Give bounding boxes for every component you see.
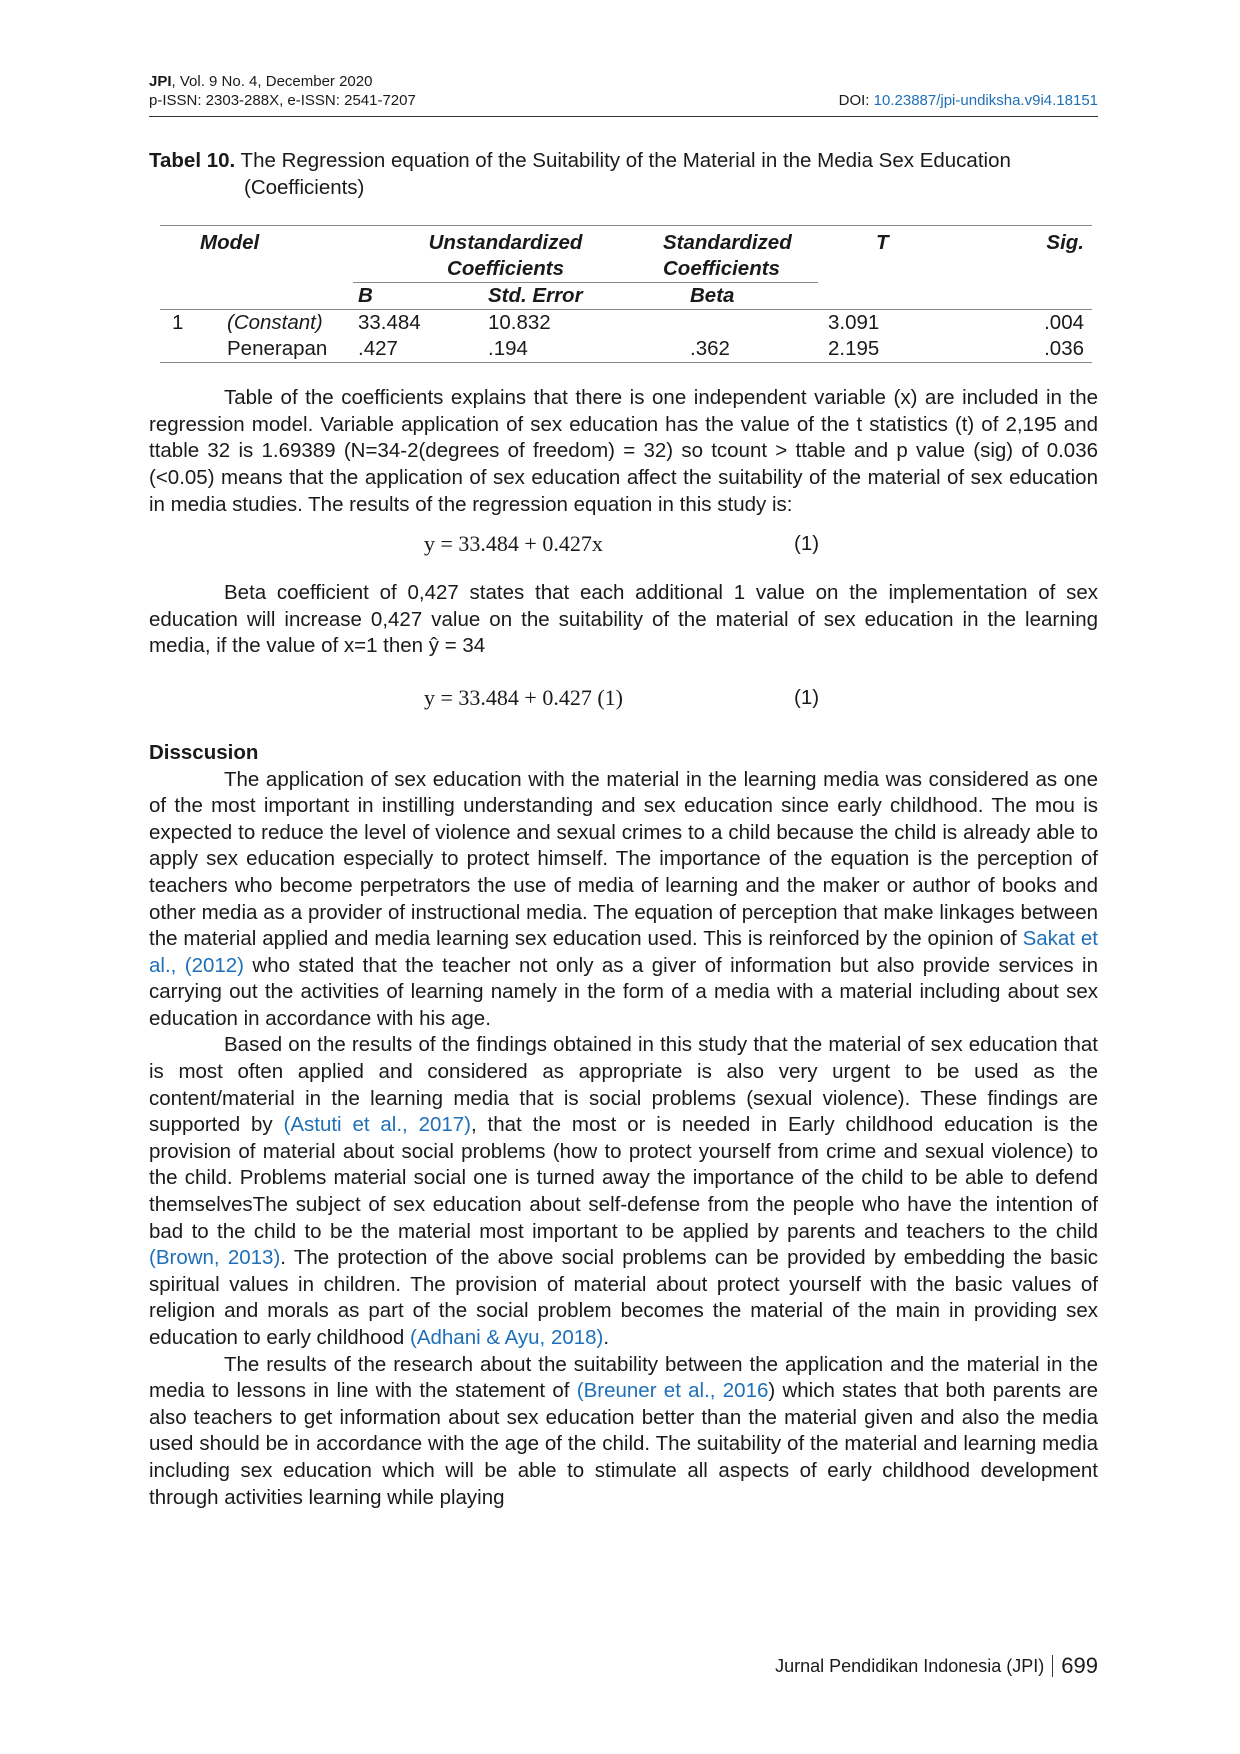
citation-link[interactable]: (Astuti et al., 2017)	[283, 1113, 472, 1137]
cell-b: .427	[353, 336, 488, 363]
paragraph-discussion-2: Based on the results of the findings obtained in this study that the material of sex education that is most often applied and considered as appropriate is also very urgent to be used as the content/material in the learning media that is social problems (sexual violence). These findings are supported by (Astuti et al., 2017), that the most or is needed in Early childhood education is the provision of material about social problems (how to protect yourself from crime and sexual violence) to the child. Problems material social one is turned away the importance of the child to be able to defend themselvesThe subject of sex education about self-defense from the people who have the intention of bad to the child to be the material most important to be applied by parents and teachers to the child (Brown, 2013). The protection of the above social problems can be provided by embedding the basic spiritual values in children. The provision of material about protect yourself with the basic values of religion and morals as part of the social problem becomes the material of the main in providing sex education to early childhood (Adhani & Ayu, 2018).	[149, 1033, 1098, 1349]
header-b: B	[353, 283, 488, 310]
cell-beta	[658, 310, 818, 337]
cell-std-error: .194	[488, 336, 658, 363]
citation-link[interactable]: (Brown, 2013)	[149, 1246, 281, 1270]
cell-t: 2.195	[818, 336, 968, 363]
equation-2	[149, 678, 1098, 718]
equation-2-number: (1)	[794, 685, 820, 709]
header-std-error: Std. Error	[488, 283, 658, 310]
citation-link[interactable]: Sakat et al., (2012)	[149, 927, 1098, 977]
table-subheader-row	[160, 283, 1092, 310]
table-row	[160, 336, 1092, 363]
doi-label: DOI:	[838, 92, 874, 109]
footer-journal-name: Jurnal Pendidikan Indonesia (JPI)	[775, 1655, 1045, 1676]
header-standardized: Standardized Coefficients	[658, 226, 818, 283]
paragraph-discussion-1: The application of sex education with the material in the learning media was considered as one of the most important in instilling understanding and sex education since early childhood. The mou is expected to reduce the level of violence and sexual crimes to a child because the child is already able to apply sex education especially to protect himself. The importance of the equation is the perception of teachers who become perpetrators the use of media of learning and the maker or author of books and other media as a provider of instructional media. The equation of perception that make linkages between the material applied and media learning sex education used. This is reinforced by the opinion of Sakat et al., (2012) who stated that the teacher not only as a giver of information but also provide services in carrying out the activities of learning namely in the form of a media with a material including about sex education in accordance with his age.	[149, 767, 1098, 1030]
cell-predictor: Penerapan	[200, 336, 353, 363]
table-header-row	[160, 226, 1092, 283]
issn-info: p-ISSN: 2303-288X, e-ISSN: 2541-7207	[149, 92, 416, 109]
cell-sig: .036	[968, 336, 1092, 363]
doi	[839, 91, 1098, 110]
paragraph-discussion-3: The results of the research about the suitability between the application and the material in the media to lessons in line with the statement of (Breuner et al., 2016) which states that both parents are also teachers to get information about sex education better than the material given and also the media used should be in accordance with the age of the child. The suitability of the material and learning media including sex education which will be able to stimulate all aspects of early childhood development through activities learning while playing	[149, 1352, 1098, 1509]
header-unstandardized: Unstandardized Coefficients	[353, 226, 658, 283]
cell-beta: .362	[658, 336, 818, 363]
paragraph-beta: Beta coefficient of 0,427 states that each additional 1 value on the implementation of sex education will increase 0,427 value on the suitability of the material of sex education in the learning media, if the value of x=1 then ŷ = 34	[149, 581, 1098, 658]
equation-1-number: (1)	[794, 531, 820, 555]
table-caption	[149, 148, 1098, 201]
header-beta: Beta	[658, 283, 818, 310]
footer-divider	[1052, 1655, 1053, 1677]
paragraph-coefficients: Table of the coefficients explains that there is one independent variable (x) are included in the regression model. Variable application of sex education has the value of the t statistics (t) of 2,195 and ttable 32 is 1.69389 (N=34-2(degrees of freedom) = 32) so tcount > ttable and p value (sig) of 0.036 (<0.05) means that the application of sex education affect the suitability of the material of sex education in media studies. The results of the regression equation in this study is:	[149, 386, 1098, 516]
section-title: Disscusion	[149, 740, 259, 764]
page-content	[149, 148, 1098, 1511]
header-model: Model	[160, 226, 353, 283]
citation-link[interactable]: (Breuner et al., 2016	[576, 1379, 769, 1403]
issue-info: , Vol. 9 No. 4, December 2020	[171, 73, 373, 90]
equation-1-formula: y = 33.484 + 0.427x	[424, 530, 603, 556]
doi-link[interactable]: 10.23887/jpi-undiksha.v9i4.18151	[873, 92, 1098, 109]
page-footer	[775, 1653, 1098, 1679]
table-caption-label: Tabel 10.	[149, 149, 236, 172]
header-divider	[149, 116, 1098, 117]
table-row	[160, 310, 1092, 337]
journal-issue	[149, 72, 372, 91]
equation-1	[149, 524, 1098, 564]
page-header	[149, 72, 1098, 110]
cell-b: 33.484	[358, 311, 421, 335]
table-caption-text: The Regression equation of the Suitability of the Material in the Media Sex Education (Coefficients)	[235, 149, 1011, 199]
cell-model	[160, 336, 200, 363]
header-t: T	[818, 226, 968, 283]
citation-link[interactable]: (Adhani & Ayu, 2018)	[410, 1326, 604, 1349]
cell-std-error: 10.832	[488, 311, 551, 335]
coefficients-table	[160, 225, 1092, 363]
page-number: 699	[1061, 1653, 1098, 1678]
equation-2-formula: y = 33.484 + 0.427 (1)	[424, 684, 623, 710]
cell-model: 1	[172, 311, 184, 335]
cell-sig: .004	[1044, 311, 1084, 335]
header-sig: Sig.	[968, 226, 1092, 283]
journal-abbr: JPI	[149, 73, 172, 90]
cell-t: 3.091	[828, 311, 880, 335]
cell-predictor: (Constant)	[227, 311, 323, 335]
